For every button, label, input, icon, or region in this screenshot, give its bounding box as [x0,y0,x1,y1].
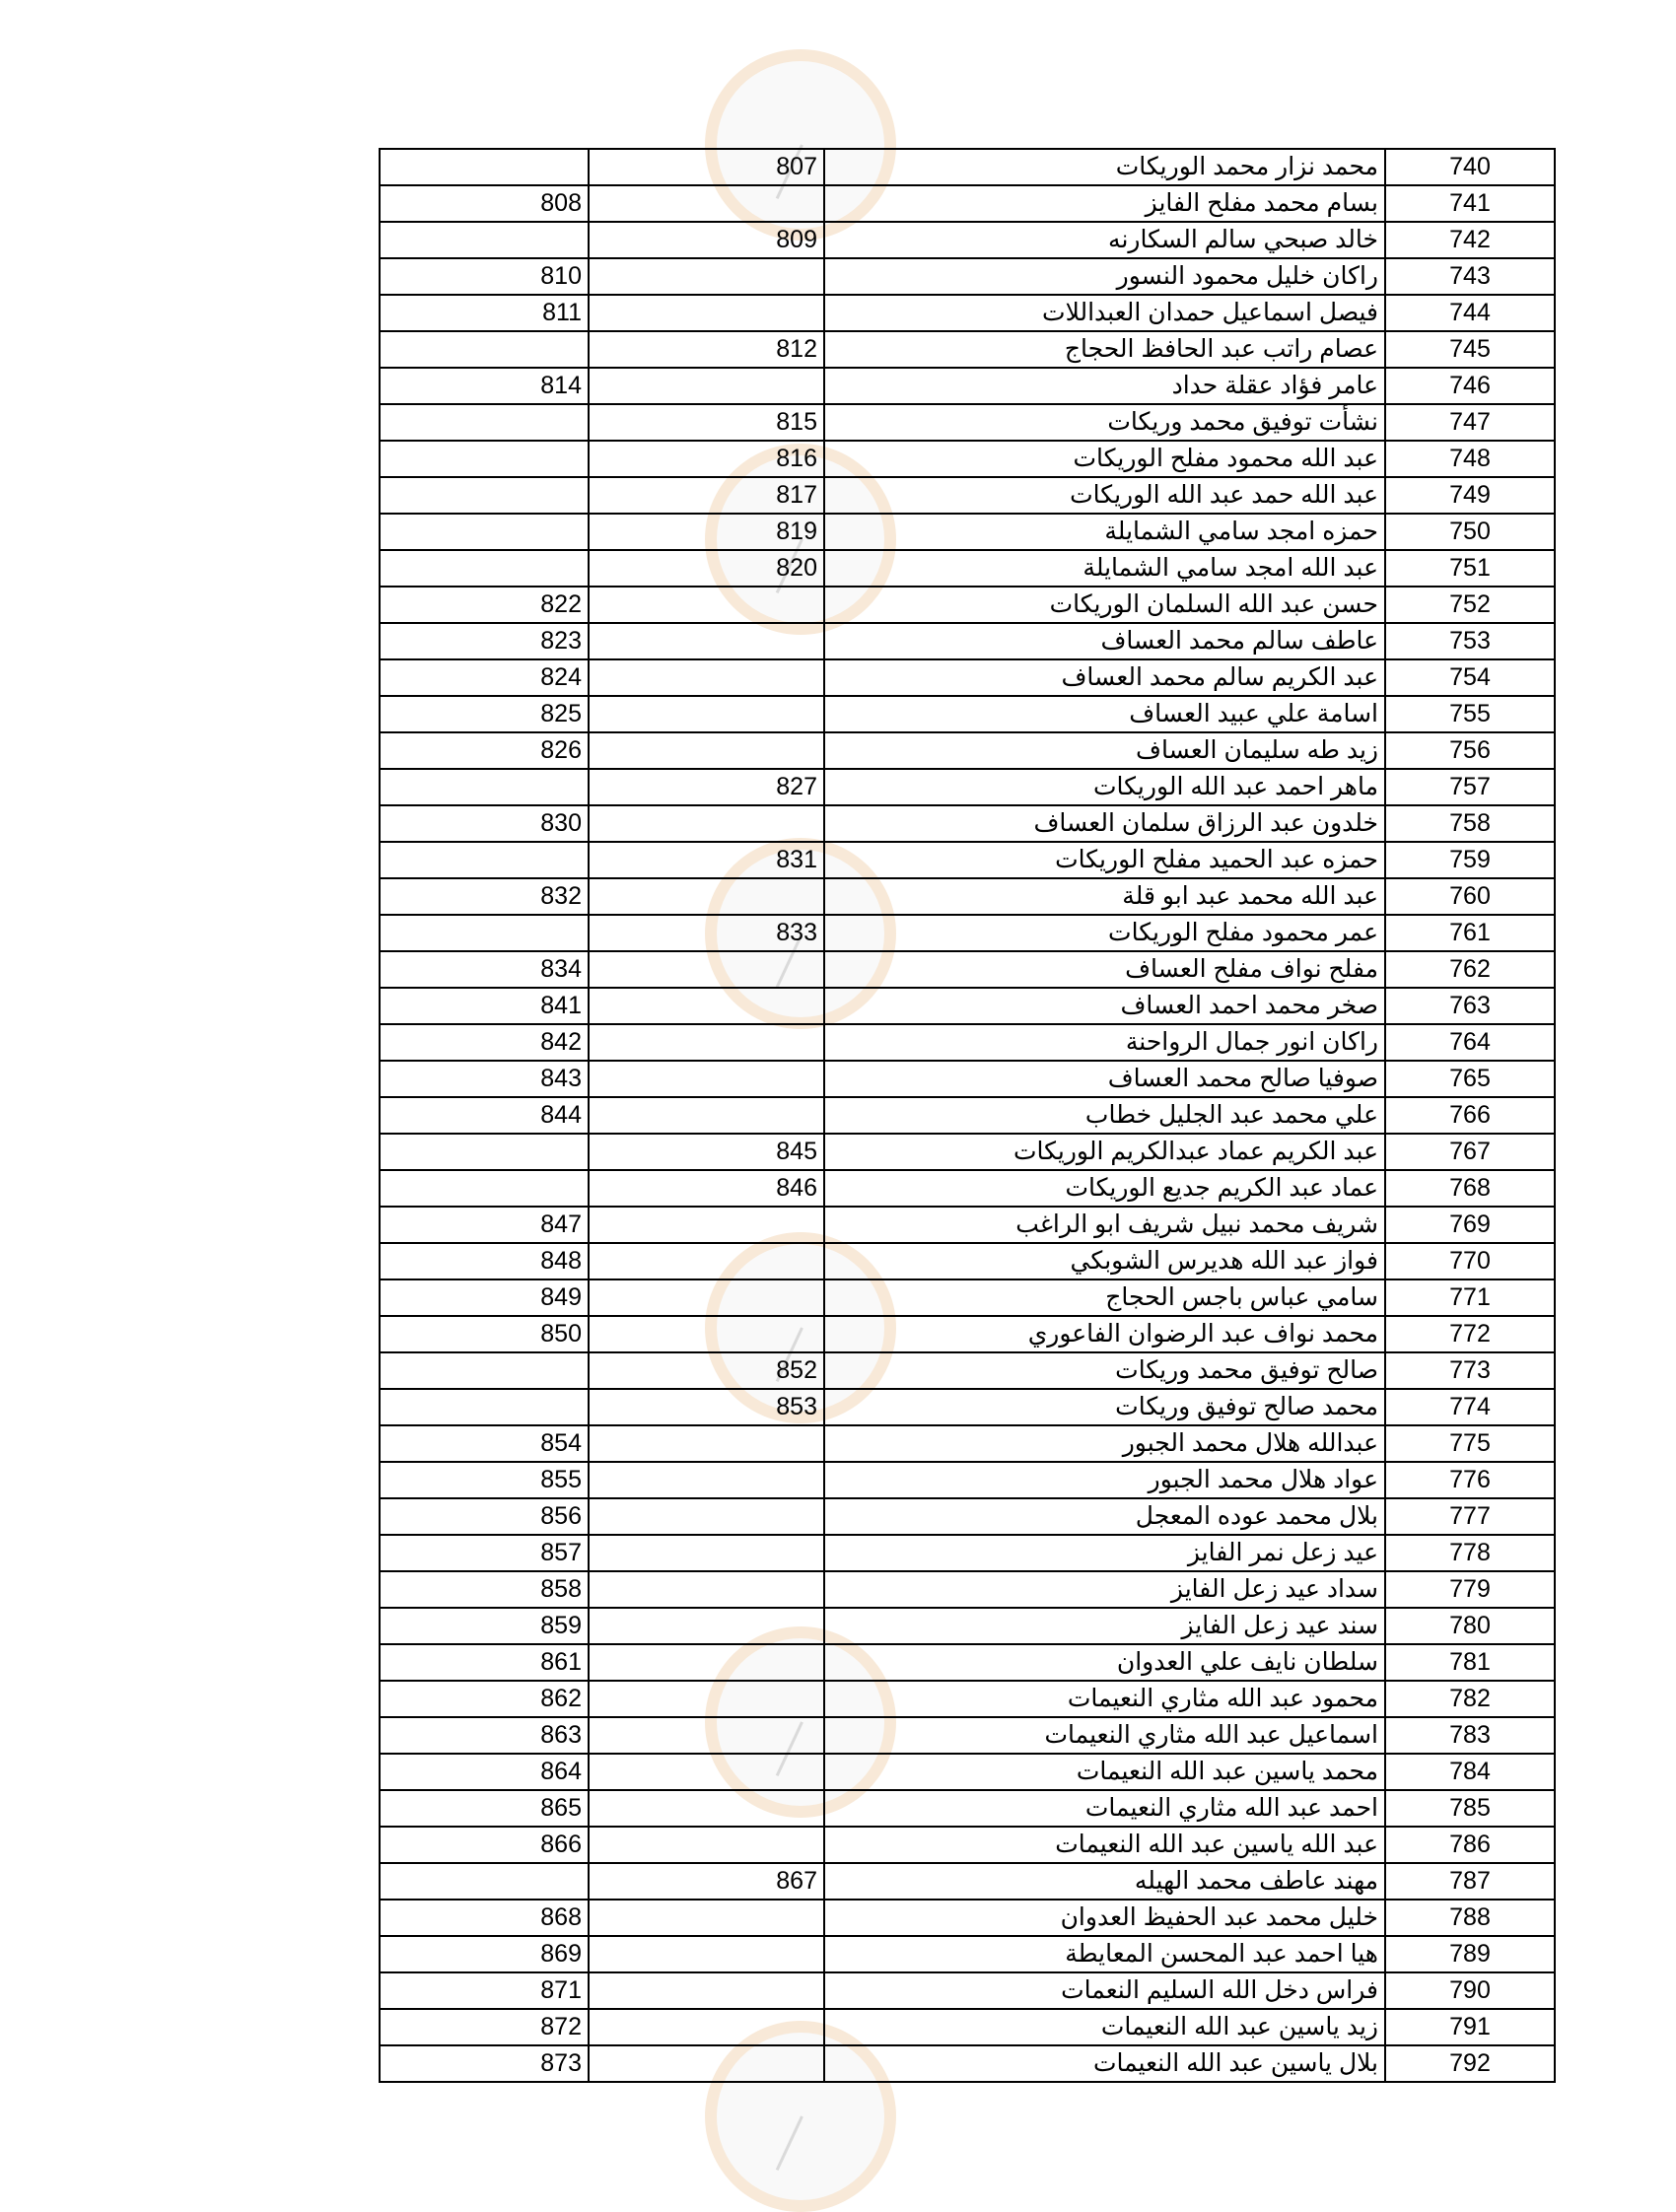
name-cell: عبد الله محمد عبد ابو قلة [824,878,1385,915]
table-row [380,477,1555,514]
name-cell: محمد ياسين عبد الله النعيمات [824,1754,1385,1790]
name-cell: سند عيد زعل الفايز [824,1608,1385,1644]
table-row [380,951,1555,988]
table-body [380,149,1555,2082]
sequence-cell: 771 [1385,1279,1555,1316]
num-right-cell: 845 [589,1134,824,1170]
table-row [380,1389,1555,1425]
name-cell: اسماعيل عبد الله مثاري النعيمات [824,1717,1385,1754]
num-left-cell: 823 [380,623,589,659]
sequence-cell: 767 [1385,1134,1555,1170]
num-right-cell [589,988,824,1024]
name-cell: صخر محمد احمد العساف [824,988,1385,1024]
num-left-cell: 810 [380,258,589,295]
num-right-cell: 831 [589,842,824,878]
num-right-cell [589,1535,824,1571]
name-cell: فراس دخل الله السليم النعمات [824,1972,1385,2009]
name-cell: عبد الله محمود مفلح الوريكات [824,441,1385,477]
num-left-cell: 858 [380,1571,589,1608]
num-left-cell [380,404,589,441]
sequence-cell: 778 [1385,1535,1555,1571]
num-left-cell: 869 [380,1936,589,1972]
num-left-cell: 855 [380,1462,589,1498]
table-row [380,1681,1555,1717]
table-row [380,1535,1555,1571]
table-row [380,1316,1555,1352]
table-row [380,1754,1555,1790]
num-left-cell: 849 [380,1279,589,1316]
num-right-cell [589,1061,824,1097]
num-left-cell: 863 [380,1717,589,1754]
sequence-cell: 762 [1385,951,1555,988]
num-right-cell [589,258,824,295]
name-cell: محمد صالح توفيق وريكات [824,1389,1385,1425]
num-left-cell: 865 [380,1790,589,1827]
sequence-cell: 763 [1385,988,1555,1024]
num-left-cell: 847 [380,1207,589,1243]
sequence-cell: 764 [1385,1024,1555,1061]
table-row [380,696,1555,732]
table-row [380,1097,1555,1134]
num-left-cell: 850 [380,1316,589,1352]
num-right-cell [589,1243,824,1279]
name-cell: فيصل اسماعيل حمدان العبداللات [824,295,1385,331]
name-cell: عمر محمود مفلح الوريكات [824,915,1385,951]
name-cell: شريف محمد نبيل شريف ابو الراغب [824,1207,1385,1243]
name-cell: نشأت توفيق محمد وريكات [824,404,1385,441]
num-right-cell [589,2009,824,2045]
table-row [380,1498,1555,1535]
table-row [380,732,1555,769]
name-cell: ماهر احمد عبد الله الوريكات [824,769,1385,805]
name-cell: عيد زعل نمر الفايز [824,1535,1385,1571]
num-left-cell: 825 [380,696,589,732]
sequence-cell: 753 [1385,623,1555,659]
num-left-cell: 848 [380,1243,589,1279]
table-row [380,185,1555,222]
table-row [380,1134,1555,1170]
num-right-cell: 812 [589,331,824,368]
num-left-cell: 826 [380,732,589,769]
sequence-cell: 780 [1385,1608,1555,1644]
name-cell: سلطان نايف علي العدوان [824,1644,1385,1681]
num-right-cell [589,1900,824,1936]
table-row [380,514,1555,550]
num-left-cell: 808 [380,185,589,222]
num-right-cell [589,1498,824,1535]
table-row [380,1608,1555,1644]
name-cell: فواز عبد الله هديرس الشوبكي [824,1243,1385,1279]
num-left-cell [380,769,589,805]
sequence-cell: 784 [1385,1754,1555,1790]
num-right-cell: 833 [589,915,824,951]
name-cell: مفلح نواف مفلح العساف [824,951,1385,988]
num-left-cell [380,149,589,185]
sequence-cell: 781 [1385,1644,1555,1681]
num-right-cell: 827 [589,769,824,805]
table-row [380,441,1555,477]
name-cell: بلال ياسين عبد الله النعيمات [824,2045,1385,2082]
sequence-cell: 779 [1385,1571,1555,1608]
table-row [380,988,1555,1024]
num-left-cell [380,441,589,477]
name-cell: عاطف سالم محمد العساف [824,623,1385,659]
name-cell: عبدالله هلال محمد الجبور [824,1425,1385,1462]
name-cell: عواد هلال محمد الجبور [824,1462,1385,1498]
num-left-cell: 830 [380,805,589,842]
num-left-cell [380,915,589,951]
num-left-cell: 854 [380,1425,589,1462]
sequence-cell: 744 [1385,295,1555,331]
sequence-cell: 791 [1385,2009,1555,2045]
name-cell: محمد نواف عبد الرضوان الفاعوري [824,1316,1385,1352]
num-right-cell [589,295,824,331]
table-row [380,1024,1555,1061]
num-right-cell: 807 [589,149,824,185]
sequence-cell: 789 [1385,1936,1555,1972]
table-row [380,1352,1555,1389]
num-right-cell [589,1316,824,1352]
sequence-cell: 788 [1385,1900,1555,1936]
name-cell: خلدون عبد الرزاق سلمان العساف [824,805,1385,842]
num-left-cell: 864 [380,1754,589,1790]
num-left-cell: 868 [380,1900,589,1936]
table-row [380,1462,1555,1498]
num-left-cell: 861 [380,1644,589,1681]
name-cell: عماد عبد الكريم جديع الوريكات [824,1170,1385,1207]
name-cell: زيد طه سليمان العساف [824,732,1385,769]
name-cell: هيا احمد عبد المحسن المعايطة [824,1936,1385,1972]
sequence-cell: 751 [1385,550,1555,587]
table-row [380,258,1555,295]
num-left-cell: 871 [380,1972,589,2009]
table-row [380,2009,1555,2045]
table-row [380,295,1555,331]
num-left-cell: 832 [380,878,589,915]
table-row [380,331,1555,368]
name-cell: صوفيا صالح محمد العساف [824,1061,1385,1097]
table-row [380,587,1555,623]
sequence-cell: 787 [1385,1863,1555,1900]
table-row [380,1207,1555,1243]
num-left-cell: 824 [380,659,589,696]
sequence-cell: 777 [1385,1498,1555,1535]
sequence-cell: 740 [1385,149,1555,185]
num-right-cell: 815 [589,404,824,441]
num-left-cell: 834 [380,951,589,988]
table-row [380,1279,1555,1316]
name-cell: عبد الله حمد عبد الله الوريكات [824,477,1385,514]
sequence-cell: 786 [1385,1827,1555,1863]
sequence-cell: 749 [1385,477,1555,514]
num-right-cell: 817 [589,477,824,514]
sequence-cell: 766 [1385,1097,1555,1134]
num-left-cell: 843 [380,1061,589,1097]
sequence-cell: 773 [1385,1352,1555,1389]
num-right-cell: 867 [589,1863,824,1900]
num-left-cell: 856 [380,1498,589,1535]
name-cell: خليل محمد عبد الحفيظ العدوان [824,1900,1385,1936]
num-right-cell [589,805,824,842]
sequence-cell: 757 [1385,769,1555,805]
name-cell: عامر فؤاد عقلة حداد [824,368,1385,404]
num-right-cell: 852 [589,1352,824,1389]
num-right-cell [589,1936,824,1972]
name-cell: محمد نزار محمد الوريكات [824,149,1385,185]
table-row [380,1790,1555,1827]
num-right-cell [589,623,824,659]
sequence-cell: 746 [1385,368,1555,404]
sequence-cell: 775 [1385,1425,1555,1462]
name-cell: اسامة علي عبيد العساف [824,696,1385,732]
num-left-cell [380,222,589,258]
num-left-cell: 872 [380,2009,589,2045]
table-row [380,915,1555,951]
sequence-cell: 765 [1385,1061,1555,1097]
name-cell: زيد ياسين عبد الله النعيمات [824,2009,1385,2045]
num-right-cell: 809 [589,222,824,258]
num-left-cell [380,842,589,878]
num-left-cell: 814 [380,368,589,404]
sequence-cell: 782 [1385,1681,1555,1717]
num-left-cell [380,550,589,587]
num-right-cell [589,659,824,696]
name-cell: احمد عبد الله مثاري النعيمات [824,1790,1385,1827]
sequence-cell: 769 [1385,1207,1555,1243]
num-left-cell: 862 [380,1681,589,1717]
sequence-cell: 759 [1385,842,1555,878]
sequence-cell: 748 [1385,441,1555,477]
num-right-cell [589,951,824,988]
table-row [380,1061,1555,1097]
num-left-cell [380,1863,589,1900]
num-right-cell [589,732,824,769]
name-cell: صالح توفيق محمد وريكات [824,1352,1385,1389]
sequence-cell: 745 [1385,331,1555,368]
sequence-cell: 772 [1385,1316,1555,1352]
sequence-cell: 741 [1385,185,1555,222]
num-right-cell [589,1207,824,1243]
name-cell: حمزه امجد سامي الشمايلة [824,514,1385,550]
table-row [380,1243,1555,1279]
sequence-cell: 768 [1385,1170,1555,1207]
sequence-cell: 750 [1385,514,1555,550]
table-row [380,1972,1555,2009]
num-left-cell: 857 [380,1535,589,1571]
num-right-cell [589,185,824,222]
sequence-cell: 783 [1385,1717,1555,1754]
name-cell: بلال محمد عوده المعجل [824,1498,1385,1535]
sequence-cell: 792 [1385,2045,1555,2082]
num-right-cell [589,1279,824,1316]
num-right-cell [589,1571,824,1608]
num-right-cell [589,1608,824,1644]
num-left-cell [380,1352,589,1389]
table-row [380,1827,1555,1863]
sequence-cell: 752 [1385,587,1555,623]
table-row [380,1717,1555,1754]
name-cell: حمزه عبد الحميد مفلح الوريكات [824,842,1385,878]
num-right-cell: 846 [589,1170,824,1207]
num-left-cell [380,1170,589,1207]
sequence-cell: 761 [1385,915,1555,951]
sequence-cell: 760 [1385,878,1555,915]
num-right-cell: 853 [589,1389,824,1425]
table-row [380,623,1555,659]
table-row [380,878,1555,915]
num-right-cell [589,2045,824,2082]
name-cell: راكان خليل محمود النسور [824,258,1385,295]
sequence-cell: 742 [1385,222,1555,258]
num-right-cell [589,368,824,404]
name-cell: بسام محمد مفلح الفايز [824,185,1385,222]
num-left-cell [380,1389,589,1425]
name-cell: سامي عباس باجس الحجاج [824,1279,1385,1316]
name-cell: خالد صبحي سالم السكارنه [824,222,1385,258]
num-right-cell: 820 [589,550,824,587]
num-right-cell [589,696,824,732]
table-row [380,769,1555,805]
table-row [380,805,1555,842]
table-row [380,222,1555,258]
num-left-cell: 842 [380,1024,589,1061]
num-left-cell: 859 [380,1608,589,1644]
num-right-cell: 819 [589,514,824,550]
name-cell: عبد الكريم سالم محمد العساف [824,659,1385,696]
sequence-cell: 754 [1385,659,1555,696]
num-left-cell: 844 [380,1097,589,1134]
num-right-cell [589,1644,824,1681]
sequence-cell: 756 [1385,732,1555,769]
sequence-cell: 774 [1385,1389,1555,1425]
name-cell: سداد عيد زعل الفايز [824,1571,1385,1608]
table-row [380,368,1555,404]
sequence-cell: 776 [1385,1462,1555,1498]
num-left-cell [380,1134,589,1170]
num-left-cell [380,477,589,514]
sequence-cell: 743 [1385,258,1555,295]
table-row [380,1863,1555,1900]
name-cell: محمود عبد الله مثاري النعيمات [824,1681,1385,1717]
num-right-cell [589,878,824,915]
num-right-cell [589,1972,824,2009]
num-right-cell [589,1681,824,1717]
table-row [380,842,1555,878]
name-cell: عبد الكريم عماد عبدالكريم الوريكات [824,1134,1385,1170]
table-row [380,1900,1555,1936]
num-right-cell [589,1097,824,1134]
name-cell: عبد الله ياسين عبد الله النعيمات [824,1827,1385,1863]
table-row [380,550,1555,587]
sequence-cell: 770 [1385,1243,1555,1279]
num-left-cell: 841 [380,988,589,1024]
table-row [380,659,1555,696]
name-cell: علي محمد عبد الجليل خطاب [824,1097,1385,1134]
num-left-cell: 822 [380,587,589,623]
num-right-cell: 816 [589,441,824,477]
table-row [380,149,1555,185]
sequence-cell: 747 [1385,404,1555,441]
table-row [380,1571,1555,1608]
name-cell: عبد الله امجد سامي الشمايلة [824,550,1385,587]
num-left-cell: 811 [380,295,589,331]
sequence-cell: 785 [1385,1790,1555,1827]
table-row [380,1425,1555,1462]
num-right-cell [589,1024,824,1061]
table-row [380,1936,1555,1972]
num-left-cell: 873 [380,2045,589,2082]
name-cell: عصام راتب عبد الحافظ الحجاج [824,331,1385,368]
sequence-cell: 790 [1385,1972,1555,2009]
table-row [380,2045,1555,2082]
sequence-cell: 755 [1385,696,1555,732]
table-row [380,1644,1555,1681]
names-table [379,148,1556,2083]
num-left-cell [380,331,589,368]
num-right-cell [589,1790,824,1827]
num-right-cell [589,1425,824,1462]
num-left-cell [380,514,589,550]
table-row [380,404,1555,441]
num-right-cell [589,587,824,623]
num-right-cell [589,1754,824,1790]
name-cell: راكان انور جمال الرواحنة [824,1024,1385,1061]
sequence-cell: 758 [1385,805,1555,842]
table-row [380,1170,1555,1207]
num-right-cell [589,1717,824,1754]
num-left-cell: 866 [380,1827,589,1863]
num-right-cell [589,1827,824,1863]
num-right-cell [589,1462,824,1498]
name-cell: مهند عاطف محمد الهيله [824,1863,1385,1900]
name-cell: حسن عبد الله السلمان الوريكات [824,587,1385,623]
